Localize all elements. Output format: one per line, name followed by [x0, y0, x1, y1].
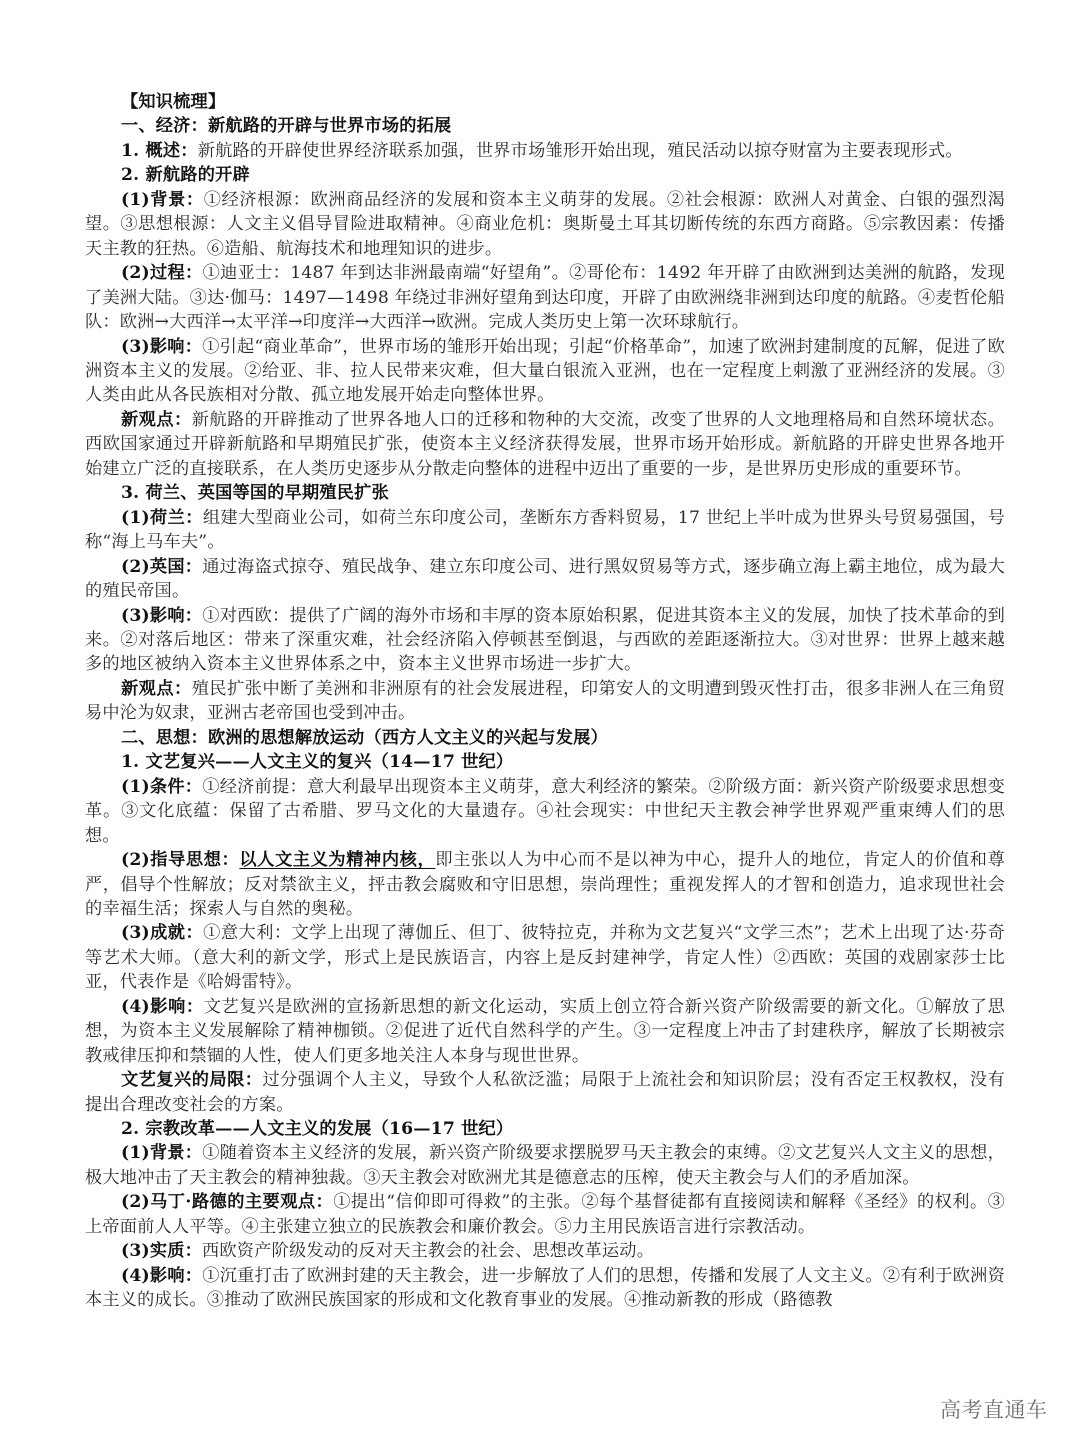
part1-heading: 一、经济：新航路的开辟与世界市场的拓展: [121, 116, 452, 137]
impact-text: ①引起“商业革命”，世界市场的雏形开始出现；引起“价格革命”，加速了欧洲封建制度的瓦解，促进了欧洲资本主义的发展。②给亚、非、拉人民带来灾难，但大量白银流入亚洲，也在一定程度上刺激了亚洲经济的发展。③人类由此从各民族相对分散、孤立地发展开始走向整体世界。: [85, 336, 1005, 406]
new-routes-new-view: [85, 408, 1005, 481]
part2-heading: 二、思想：欧洲的思想解放运动（西方人文主义的兴起与发展）: [121, 727, 608, 748]
process-label: (2)过程：: [121, 263, 203, 284]
reformation-impact: [85, 1264, 1005, 1313]
netherlands-paragraph: [85, 506, 1005, 555]
new-routes-process: [85, 261, 1005, 334]
colonial-new-view-text: 殖民扩张中断了美洲和非洲原有的社会发展进程，印第安人的文明遭到毁灭性打击，很多非洲人在三角贸易中沦为奴隶，亚洲古老帝国也受到冲击。: [85, 678, 1005, 724]
luther-label: (2)马丁·路德的主要观点：: [121, 1192, 334, 1213]
essence-text: 西欧资产阶级发动的反对天主教会的社会、思想改革运动。: [202, 1241, 655, 1262]
britain-text: 通过海盗式掠夺、殖民战争、建立东印度公司、进行黑奴贸易等方式，逐步确立海上霸主地位，成为最大的殖民帝国。: [85, 556, 1005, 602]
netherlands-text: 组建大型商业公司，如荷兰东印度公司，垄断东方香料贸易，17 世纪上半叶成为世界头号贸易强国，号称“海上马车夫”。: [85, 507, 1005, 553]
britain-label: (2)英国：: [121, 556, 203, 577]
process-text: ①迪亚士：1487 年到达非洲最南端“好望角”。②哥伦布：1492 年开辟了由欧洲到达美洲的航路，发现了美洲大陆。③达·伽马：1497—1498 年绕过非洲好望角到达印度，开辟了由欧洲绕非洲到达印度的航路。④麦哲伦船队：欧洲→大西洋→太平洋→印度洋→大西洋→欧洲。完成人类历史上第一次环球航行。: [85, 263, 1005, 333]
overview-paragraph: [85, 139, 1005, 163]
essence-label: (3)实质：: [121, 1241, 202, 1262]
guiding-label: (2)指导思想：: [121, 850, 240, 871]
impact-label: (3)影响：: [121, 336, 203, 357]
reformation-background: [85, 1141, 1005, 1190]
colonial-impact-text: ①对西欧：提供了广阔的海外市场和丰厚的资本原始积累，促进其资本主义的发展，加快了技术革命的到来。②对落后地区：带来了深重灾难，社会经济陷入停顿甚至倒退，与西欧的差距逐渐拉大。③对世界：世界上越来越多的地区被纳入资本主义世界体系之中，资本主义世界市场进一步扩大。: [85, 605, 1005, 675]
reformation-essence: [85, 1239, 1005, 1263]
new-routes-background: [85, 188, 1005, 261]
limits-label: 文艺复兴的局限：: [121, 1070, 263, 1091]
new-routes-impact: [85, 335, 1005, 408]
netherlands-label: (1)荷兰：: [121, 507, 203, 528]
renaissance-impact-text: 文艺复兴是欧洲的宣扬新思想的新文化运动，实质上创立符合新兴资产阶级需要的新文化。①解放了思想，为资本主义发展解除了精神枷锁。②促进了近代自然科学的产生。③一定程度上冲击了封建秩序，解放了长期被宗教戒律压抑和禁锢的人性，使人们更多地关注人本身与现世世界。: [85, 996, 1005, 1066]
renaissance-guiding: [85, 848, 1005, 921]
renaissance-impact-label: (4)影响：: [121, 996, 204, 1017]
overview-label: 1. 概述：: [121, 140, 198, 161]
guiding-underlined: 以人文主义为精神内核，: [239, 850, 436, 871]
achievements-label: (3)成就：: [121, 923, 204, 944]
overview-text: 新航路的开辟使世界经济联系加强，世界市场雏形开始出现，殖民活动以掠夺财富为主要表现形式。: [197, 140, 963, 161]
reformation-impact-label: (4)影响：: [121, 1265, 203, 1286]
section-title: 【知识梳理】: [121, 92, 226, 112]
new-view-text: 新航路的开辟推动了世界各地人口的迁移和物种的大交流，改变了世界的人文地理格局和自然环境状态。西欧国家通过开辟新航路和早期殖民扩张，使资本主义经济获得发展，世界市场开始形成。新航路的开辟史世界各地开始建立广泛的直接联系，在人类历史逐步从分散走向整体的进程中迈出了重要的一步，是世界历史形成的重要环节。: [85, 409, 1005, 479]
reformation-heading: 2. 宗教改革——人文主义的发展（16—17 世纪）: [121, 1119, 514, 1140]
limits-text: 过分强调个人主义，导致个人私欲泛滥；局限于上流社会和知识阶层；没有否定王权教权，没有提出合理改变社会的方案。: [85, 1070, 1006, 1115]
background-text: ①经济根源：欧洲商品经济的发展和资本主义萌芽的发展。②社会根源：欧洲人对黄金、白银的强烈渴望。③思想根源：人文主义倡导冒险进取精神。④商业危机：奥斯曼土耳其切断传统的东西方商路。⑤宗教因素：传播天主教的狂热。⑥造船、航海技术和地理知识的进步。: [85, 189, 1005, 259]
colonial-heading: 3. 荷兰、英国等国的早期殖民扩张: [121, 483, 389, 504]
colonial-impact: [85, 604, 1005, 677]
colonial-impact-label: (3)影响：: [121, 605, 203, 626]
achievements-text: ①意大利：文学上出现了薄伽丘、但丁、彼特拉克，并称为文艺复兴“文学三杰”；艺术上出现了达·芬奇等艺术大师。（意大利的新文学，形式上是民族语言，内容上是反封建神学，肯定人性）②西欧：英国的戏剧家莎士比亚，代表作是《哈姆雷特》。: [85, 923, 1005, 993]
renaissance-limits: [85, 1068, 1005, 1117]
reformation-background-label: (1)背景：: [121, 1143, 203, 1164]
luther-text: ①提出“信仰即可得救”的主张。②每个基督徒都有直接阅读和解释《圣经》的权利。③上帝面前人人平等。④主张建立独立的民族教会和廉价教会。⑤力主用民族语言进行宗教活动。: [85, 1192, 1005, 1237]
background-label: (1)背景：: [121, 189, 204, 210]
reformation-impact-text: ①沉重打击了欧洲封建的天主教会，进一步解放了人们的思想，传播和发展了人文主义。②有利于欧洲资本主义的成长。③推动了欧洲民族国家的形成和文化教育事业的发展。④推动新教的形成（路德教: [85, 1265, 1005, 1311]
renaissance-heading: 1. 文艺复兴——人文主义的复兴（14—17 世纪）: [121, 752, 514, 773]
renaissance-impact: [85, 995, 1005, 1068]
luther-views: [85, 1190, 1005, 1239]
britain-paragraph: [85, 555, 1005, 604]
conditions-label: (1)条件：: [121, 776, 203, 797]
guiding-text: 即主张以人为中心而不是以神为中心，提升人的地位，肯定人的价值和尊严，倡导个性解放；反对禁欲主义，抨击教会腐败和守旧思想，崇尚理性；重视发挥人的才智和创造力，追求现世社会的幸福生活；探索人与自然的奥秘。: [85, 850, 1006, 919]
conditions-text: ①经济前提：意大利最早出现资本主义萌芽，意大利经济的繁荣。②阶级方面：新兴资产阶级要求思想变革。③文化底蕴：保留了古希腊、罗马文化的大量遗存。④社会现实：中世纪天主教会神学世界观严重束缚人们的思想。: [85, 776, 1005, 846]
colonial-new-view: [85, 677, 1005, 726]
study-notes-page: [85, 90, 1005, 1313]
colonial-new-view-label: 新观点：: [121, 678, 192, 699]
reformation-background-text: ①随着资本主义经济的发展，新兴资产阶级要求摆脱罗马天主教会的束缚。②文艺复兴人文主义的思想，极大地冲击了天主教会的精神独裁。③天主教会对欧洲尤其是德意志的压榨，使天主教会与人们的矛盾加深。: [85, 1143, 1005, 1188]
renaissance-achievements: [85, 921, 1005, 994]
renaissance-conditions: [85, 775, 1005, 848]
watermark-text: 高考直通车: [940, 1394, 1048, 1424]
new-view-label: 新观点：: [121, 409, 192, 430]
new-routes-heading: 2. 新航路的开辟: [121, 165, 250, 186]
